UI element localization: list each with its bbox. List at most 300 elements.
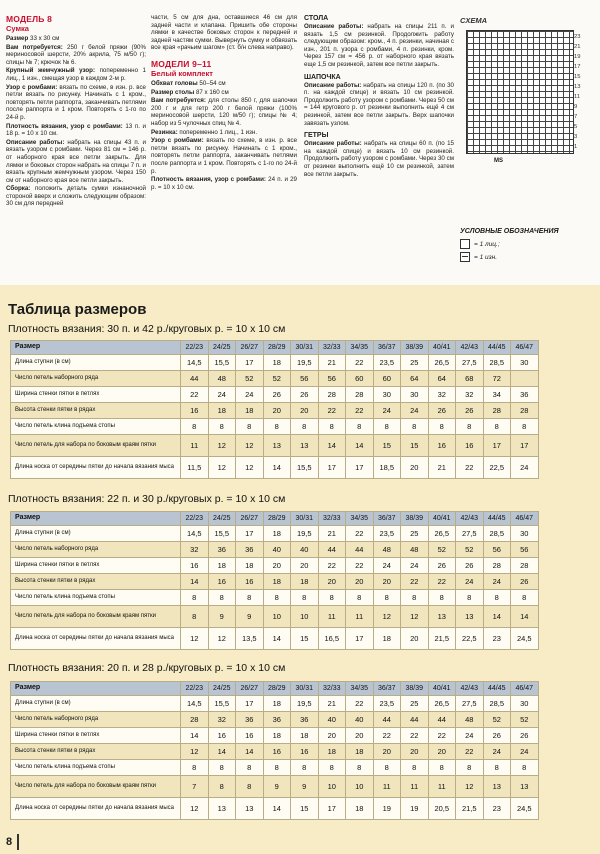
table-cell: 20 [318,728,346,744]
table-cell: 24 [373,558,401,574]
table-cell: 56 [511,542,539,558]
table-cell: 10 [318,776,346,798]
size-header-cell: 22/23 [181,512,209,526]
size-header-cell: 30/31 [291,341,319,355]
chart-row-number: 17 [574,64,581,70]
table-cell: 22 [346,526,374,542]
table-cell: 44 [318,542,346,558]
table-cell: 8 [346,760,374,776]
row-label: Длина носка от середины пятки до начала вязания мыса [11,628,181,650]
page-divider [17,834,19,850]
row-label: Высота стенки пятки в рядах [11,744,181,760]
table-cell: 25 [401,355,429,371]
table-cell: 20 [401,457,429,479]
table-cell: 8 [318,419,346,435]
paragraph [6,139,146,185]
table-cell: 8 [456,760,484,776]
paragraph [6,84,146,122]
table-cell: 11 [373,776,401,798]
paragraph-lead: Узор с ромбами: [6,83,58,91]
table-cell: 19 [373,798,401,820]
header-label: Размер [11,512,181,526]
table-row [11,776,539,798]
table-cell: 23 [483,798,511,820]
row-label: Число петель клина подъема стопы [11,760,181,776]
table-cell: 30 [511,355,539,371]
size-header-cell: 34/35 [346,341,374,355]
table-cell: 8 [208,419,236,435]
table-cell: 25 [401,526,429,542]
table-cell: 26,5 [428,696,456,712]
table-cell: 26 [428,558,456,574]
paragraph [6,35,146,43]
size-header-cell: 36/37 [373,682,401,696]
table-cell: 17 [346,457,374,479]
table-cell: 20 [373,574,401,590]
table-cell: 44 [401,712,429,728]
column-model-8 [6,14,146,209]
table-cell: 8 [263,760,291,776]
table-cell: 8 [511,419,539,435]
paragraph [151,129,297,137]
knitting-chart [460,16,595,164]
paragraph-lead: Описание работы: [304,140,362,148]
table-cell: 52 [483,712,511,728]
paragraph [151,176,297,191]
table-cell: 21,5 [428,628,456,650]
table-cell: 44 [181,371,209,387]
table-cell: 8 [291,760,319,776]
legend-knit [460,239,595,249]
paragraph-lead: Вам потребуется: [6,43,63,51]
table-cell: 14 [236,744,264,760]
table-cell: 21 [318,526,346,542]
table-cell: 8 [263,590,291,606]
hat-instructions [304,82,454,128]
table-cell: 8 [208,590,236,606]
table-cell: 14 [181,574,209,590]
table-cell: 56 [291,371,319,387]
size-header-cell: 38/39 [401,341,429,355]
table-cell: 20 [401,744,429,760]
table-cell: 17 [236,355,264,371]
table-cell: 20 [346,574,374,590]
table-row [11,696,539,712]
table-cell: 24 [511,457,539,479]
legend-knit-label: = 1 лиц.; [474,240,500,248]
table-cell: 52 [511,712,539,728]
table-cell: 24 [208,387,236,403]
table-cell: 12 [236,435,264,457]
table-row [11,526,539,542]
table-cell: 22 [401,574,429,590]
table-cell: 9 [291,776,319,798]
model-8-instructions [6,35,146,208]
table-cell: 12 [181,744,209,760]
chart-title: СХЕМА [460,16,487,25]
table-cell: 14 [263,457,291,479]
table-cell: 52 [263,371,291,387]
table-cell: 28 [483,403,511,419]
size-header-cell: 46/47 [511,341,539,355]
table-cell: 14 [263,798,291,820]
table-cell: 8 [428,419,456,435]
table-cell: 15,5 [208,355,236,371]
table-cell: 16 [236,728,264,744]
paragraph [151,89,297,97]
paragraph-lead: Описание работы: [304,23,364,30]
row-label: Длина ступни (в см) [11,355,181,371]
table-cell: 10 [291,606,319,628]
table-cell: 18 [236,403,264,419]
table-cell: 14 [346,435,374,457]
table-cell: 12 [181,628,209,650]
table-cell: 8 [428,760,456,776]
legend-purl [460,252,595,262]
size-header-cell: 32/33 [318,341,346,355]
table-cell: 18,5 [373,457,401,479]
row-label: Число петель наборного ряда [11,712,181,728]
table-cell: 27,5 [456,526,484,542]
paragraph-lead: Плотность вязания, узор с ромбами: [6,122,123,130]
table-row [11,457,539,479]
model-9-11-heading: МОДЕЛИ 9–11 [151,58,212,69]
table-row [11,744,539,760]
table-cell: 28 [346,387,374,403]
size-header-cell: 34/35 [346,512,374,526]
legend-purl-label: = 1 изн. [474,253,498,261]
size-table-gauge-30 [10,340,539,479]
table-cell: 18 [263,574,291,590]
table-cell: 64 [428,371,456,387]
chart-row-number: 19 [574,54,581,60]
model-9-11-instructions [151,80,297,191]
size-header-cell: 26/27 [236,341,264,355]
table-cell: 8 [236,760,264,776]
table-cell: 16 [428,435,456,457]
table-cell: 20 [428,744,456,760]
table-cell: 18 [208,558,236,574]
paragraph-text: для столы 850 г, для шапочки 200 г и для гетр 200 г белой пряжи (100% мериносовой шерсти, 120 м/50 г); спицы № 4; набор из 5 чулочных спиц № 4. [151,97,297,127]
table-cell: 8 [373,590,401,606]
paragraph-text: вязать по схеме, в изн. р. все петли вязать по рисунку. Начинать с 1 кром., повторять петли раппорта, заканчивать петлями после раппорта и 1 кром. Повторять с 1-го по 24-й р. [151,137,298,175]
table-cell: 13 [236,798,264,820]
table-cell: 18 [318,744,346,760]
paragraph-text: 24 п. и 29 р. = 10 x 10 см. [151,176,297,191]
row-label: Длина ступни (в см) [11,526,181,542]
table-row [11,558,539,574]
size-header-cell: 24/25 [208,341,236,355]
table-cell: 48 [401,542,429,558]
table-cell: 17 [318,798,346,820]
paragraph [304,82,454,128]
table-cell: 22 [346,403,374,419]
table-cell: 20,5 [428,798,456,820]
table-cell: 44 [373,712,401,728]
size-table-gauge-22 [10,511,539,650]
chart-row-number: 11 [574,94,581,100]
table-cell: 12 [208,457,236,479]
table-cell: 20 [291,403,319,419]
row-label: Ширина стенки пятки в петлях [11,387,181,403]
table-cell: 17 [511,435,539,457]
chart-repeat-label: MS [494,158,503,164]
table-cell: 19,5 [291,696,319,712]
table-cell: 48 [373,542,401,558]
table-cell: 11 [428,776,456,798]
paragraph-text: 50–54 см [197,79,226,87]
table-row [11,590,539,606]
table-cell: 13 [428,606,456,628]
table-cell: 18 [346,744,374,760]
paragraph-lead: Размер [6,35,29,42]
table-cell: 8 [236,776,264,798]
table-cell: 64 [401,371,429,387]
row-label: Длина носка от середины пятки до начала вязания мыса [11,798,181,820]
table-cell: 16,5 [318,628,346,650]
size-table-title: Таблица размеров [8,301,147,318]
table-cell: 18 [263,526,291,542]
table-cell: 15 [291,628,319,650]
stola-instructions [304,23,454,69]
table-row [11,419,539,435]
table-cell: 20 [318,574,346,590]
table-cell: 25 [401,696,429,712]
paragraph-text: 33 x 30 см [28,35,60,42]
table-cell: 20 [263,558,291,574]
size-header-cell: 36/37 [373,512,401,526]
size-header-cell: 42/43 [456,512,484,526]
hat-heading: ШАПОЧКА [304,73,341,81]
table-cell: 28 [483,558,511,574]
chart-row-number: 13 [574,84,581,90]
table-cell: 8 [263,419,291,435]
model-8-assembly-continued: части, 5 см для дна, оставшиеся 46 см для задней части и клапана. Пришить обе стороны лямки в качестве боковых сторон к передней и задней частям сумки. Вывернуть сумку и обвязать все края «рачьим шагом» (ст. б/н слева направо). [151,14,297,52]
table-cell: 68 [456,371,484,387]
paragraph-text: набрать на спицы 120 п. (по 30 п. на каждой спице) и вязать 10 см резинкой. Продолжить работу узором с ромбами. Через 50 см = 144 кругового р. от резинки выполнить ещё 4 см резинкой, затем все петли закрыть. Верх шапочки завязать узлом. [304,81,455,127]
table-cell: 10 [263,606,291,628]
table-cell: 15 [401,435,429,457]
stola-heading: СТОЛА [304,15,329,22]
table-cell: 22 [346,558,374,574]
table-cell: 12 [181,798,209,820]
table-cell: 18 [291,728,319,744]
table-cell: 52 [428,542,456,558]
table-cell: 8 [291,419,319,435]
table-row [11,628,539,650]
table-cell: 32 [181,542,209,558]
table-cell: 26 [263,387,291,403]
table-cell: 18 [263,696,291,712]
table-cell: 22 [373,728,401,744]
table-cell: 26,5 [428,355,456,371]
table-cell: 28,5 [483,526,511,542]
table-cell: 8 [401,419,429,435]
table-cell: 16 [181,558,209,574]
size-header-cell: 22/23 [181,682,209,696]
paragraph [6,185,146,208]
table-cell: 72 [483,371,511,387]
table-row [11,798,539,820]
paragraph-text: набрать на спицы 211 п. и вязать 1,5 см резинкой. Продолжить работу следующим образом: кром., 4 п. резинки, начиная с изн., 201 п. узора с ромбами, 4 п. резинки, кром. Через 157 см = 456 р. от наборного края вязать еще 1,5 см резинкой, затем все петли закрыть. [304,23,454,68]
chart-legend [460,228,595,262]
table-cell: 7 [181,776,209,798]
table-cell: 8 [318,590,346,606]
table-cell: 24,5 [511,628,539,650]
table-row [11,387,539,403]
row-label: Длина носка от середины пятки до начала вязания мыса [11,457,181,479]
table-cell: 21 [318,696,346,712]
row-label: Длина ступни (в см) [11,696,181,712]
table-cell: 13 [291,435,319,457]
size-header-cell: 24/25 [208,512,236,526]
table-cell: 8 [181,760,209,776]
table-row [11,542,539,558]
table-cell: 32 [428,387,456,403]
table-cell: 26 [483,728,511,744]
table-cell: 19,5 [291,526,319,542]
table-cell: 13 [483,776,511,798]
table-cell: 28 [318,387,346,403]
table-cell: 18 [373,628,401,650]
paragraph [6,123,146,138]
size-header-cell: 30/31 [291,512,319,526]
table-cell: 8 [291,590,319,606]
table-cell: 28,5 [483,355,511,371]
table-cell: 21 [318,355,346,371]
column-model-9-11 [151,14,297,192]
table-cell: 9 [263,776,291,798]
table-cell: 16 [291,744,319,760]
row-label: Число петель наборного ряда [11,542,181,558]
table-cell: 22 [456,744,484,760]
table-cell: 13 [208,798,236,820]
table-cell: 18 [263,728,291,744]
size-header-cell: 26/27 [236,682,264,696]
size-header-cell: 36/37 [373,341,401,355]
table-cell: 14 [511,606,539,628]
table-cell: 9 [208,606,236,628]
table-cell: 44 [346,542,374,558]
paragraph-text: 250 г белой пряжи (90% мериносовой шерсти, 20% акрила, 75 м/50 г); спицы № 7; крючок № 6. [6,43,147,66]
size-header-cell: 28/29 [263,341,291,355]
table-cell: 18 [346,798,374,820]
table-cell: 12 [208,435,236,457]
table-cell: 52 [236,371,264,387]
table-cell: 52 [456,542,484,558]
model-8-heading: МОДЕЛЬ 8 [6,14,53,24]
table-cell: 26 [456,403,484,419]
row-label: Число петель наборного ряда [11,371,181,387]
row-label: Число петель клина подъема стопы [11,590,181,606]
table-cell: 14 [208,744,236,760]
size-header-cell: 40/41 [428,341,456,355]
chart-row-number: 7 [574,114,578,120]
table-cell: 16 [208,574,236,590]
size-header-cell: 38/39 [401,682,429,696]
size-header-cell: 28/29 [263,682,291,696]
table-cell: 19,5 [291,355,319,371]
row-label: Число петель для набора по боковым краям пятки [11,606,181,628]
leggings-instructions [304,140,454,178]
table-cell: 22 [428,728,456,744]
table-cell: 22 [318,403,346,419]
table-cell: 24 [401,403,429,419]
table-cell: 12 [208,628,236,650]
table-cell: 26 [511,728,539,744]
table-cell: 36 [263,712,291,728]
table-cell: 23 [483,628,511,650]
size-header-cell: 32/33 [318,682,346,696]
paragraph-lead: Обхват головы [151,79,198,87]
table-cell: 30 [511,696,539,712]
row-label: Число петель клина подъема стопы [11,419,181,435]
table-row [11,712,539,728]
table-cell: 15,5 [208,526,236,542]
table-cell: 48 [456,712,484,728]
table-cell: 14,5 [181,526,209,542]
paragraph [151,97,297,127]
table-cell: 22 [181,387,209,403]
chart-row-number: 21 [574,44,581,50]
table-cell: 36 [208,542,236,558]
table-cell: 23,5 [373,355,401,371]
paragraph-lead: Крупный жемчужный узор: [6,67,96,75]
table-row [11,760,539,776]
table-cell: 8 [456,419,484,435]
table-header-row [11,341,539,355]
table-cell: 11 [346,606,374,628]
table-cell: 8 [483,419,511,435]
paragraph-text: вязать по схеме, в изн. р. все петли вязать по рисунку. Начинать с 1 кром., повторять петли раппорта, заканчивать петлями после раппорта и 1 кром. Повторять с 1-го по 24-й р. [6,83,146,121]
table-cell: 12 [401,606,429,628]
paragraph-lead: Размер столы [151,88,195,96]
table-row [11,606,539,628]
size-header-cell: 44/45 [483,341,511,355]
table-cell: 8 [236,590,264,606]
header-label: Размер [11,341,181,355]
table-cell: 36 [291,712,319,728]
paragraph-text: попеременно 1 лиц., 1 изн. [177,128,258,136]
table-cell: 22 [428,574,456,590]
table-cell: 36 [236,712,264,728]
table-cell: 22 [401,728,429,744]
table-cell: 14,5 [181,355,209,371]
table-cell: 20 [401,628,429,650]
table-cell: 12 [456,776,484,798]
table-cell: 28,5 [483,696,511,712]
table-cell: 26 [291,387,319,403]
table-cell: 20 [263,403,291,419]
table-cell: 11,5 [181,457,209,479]
size-header-cell: 38/39 [401,512,429,526]
table-cell: 40 [263,542,291,558]
chart-row-number: 15 [574,74,581,80]
table-cell: 30 [511,526,539,542]
table-cell: 44 [428,712,456,728]
table-cell: 27,5 [456,696,484,712]
table-cell: 15,5 [208,696,236,712]
row-label: Ширина стенки пятки в петлях [11,728,181,744]
table-cell: 24 [236,387,264,403]
table-cell: 24 [483,744,511,760]
size-header-cell: 40/41 [428,512,456,526]
table-cell: 8 [456,590,484,606]
table-cell: 13,5 [236,628,264,650]
table-cell: 8 [373,419,401,435]
table-cell: 56 [483,542,511,558]
size-header-cell: 28/29 [263,512,291,526]
